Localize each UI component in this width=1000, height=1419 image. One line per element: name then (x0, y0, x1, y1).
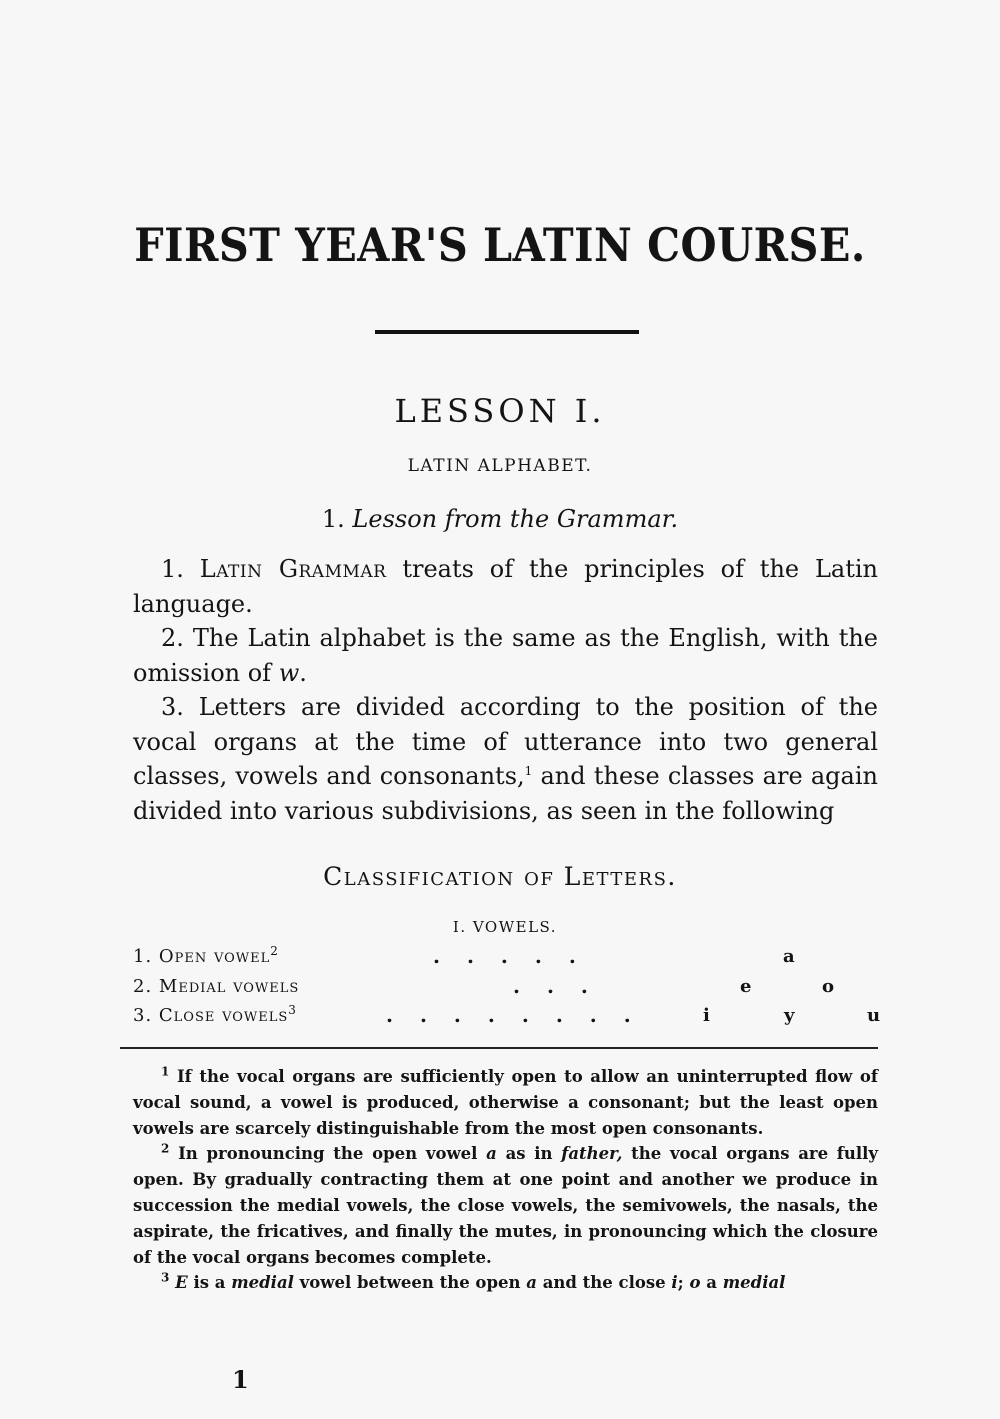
vowel-letter: i (703, 1005, 710, 1026)
footnote-italic: i (671, 1273, 678, 1293)
page-title: FIRST YEAR'S LATIN COURSE. (134, 218, 866, 272)
lesson-body (133, 552, 878, 828)
footnote-ref: 1 (524, 764, 533, 778)
footnote-1 (133, 1064, 878, 1141)
leader-dots: ... (513, 974, 615, 998)
footnote-mark: 1 (161, 1064, 170, 1079)
footnote-2 (133, 1141, 878, 1270)
footnote-italic: father, (561, 1144, 623, 1164)
vowel-row-label: 2. Medial vowels (133, 976, 300, 997)
footnotes (133, 1064, 878, 1296)
footnote-italic: medial (722, 1273, 786, 1293)
footnote-divider (120, 1047, 878, 1049)
paragraph-number: 2. (161, 624, 184, 652)
vowel-row-open (133, 946, 878, 976)
paragraph-number: 1. (161, 555, 184, 583)
footnote-italic: a (526, 1273, 537, 1293)
letter-w: w (278, 658, 300, 687)
paragraph-1 (133, 552, 878, 621)
paragraph-text: treats of the principles of the Latin language. (133, 555, 878, 618)
vowel-letter: e (740, 976, 752, 997)
lesson-heading: LESSON I. (394, 392, 606, 430)
footnote-text: and the close (542, 1273, 666, 1293)
footnote-text: vowel between the open (299, 1273, 521, 1293)
footnote-text: the vocal organs are fully open. By gradually contracting them at one point and another we produce in succession the medial vowels, the close vowels, the semivowels, the nasals, the aspirate, the fricatives, and finally the mutes, in pronouncing which the closure of the vocal organs becomes complete. (133, 1144, 879, 1267)
footnote-text: a (706, 1273, 717, 1293)
footnote-ref: 3 (288, 1003, 297, 1017)
vowel-row-label (133, 1005, 297, 1026)
footnote-italic: medial (231, 1273, 294, 1293)
section-title: Lesson from the Grammar. (352, 505, 679, 533)
paragraph-number: 3. (161, 693, 184, 721)
vowels-heading: I. VOWELS. (452, 918, 558, 936)
vowel-row-close (133, 1003, 881, 1035)
footnote-mark: 3 (161, 1270, 170, 1285)
vowel-letter: u (867, 1005, 881, 1026)
lesson-subtitle: LATIN ALPHABET. (407, 456, 593, 476)
classification-heading: Classification of Letters. (323, 862, 677, 891)
footnote-italic: o (689, 1273, 701, 1293)
paragraph-2 (133, 621, 878, 690)
footnote-text: In pronouncing the open vowel (178, 1144, 478, 1164)
footnote-3 (133, 1270, 878, 1296)
footnote-text: is a (193, 1273, 226, 1293)
footnote-text: as in (505, 1144, 553, 1164)
footnote-text: If the vocal organs are sufficiently open to allow an uninterrupted flow of vocal sound, a vowel is produced, otherwise a consonant; but the least open vowels are scarcely distinguishable from the most open consonants. (133, 1067, 878, 1138)
vowel-letter: y (784, 1005, 795, 1026)
label-text: 3. Close vowels (133, 1005, 289, 1026)
paragraph-text: and these classes are again divided into various subdivisions, as seen in the following (133, 762, 878, 825)
paragraph-text: The Latin alphabet is the same as the English, with the omission of (133, 624, 878, 687)
vowel-letter: o (822, 976, 835, 997)
footnote-ref: 2 (270, 944, 279, 958)
paragraph-3 (133, 690, 878, 828)
page-number: 1 (232, 1365, 249, 1394)
paragraph-term: Latin Grammar (199, 555, 387, 583)
footnote-italic: a (486, 1144, 497, 1164)
vowel-letter: a (783, 946, 795, 967)
section-number: 1. (321, 505, 345, 533)
vowel-row-label (133, 946, 279, 967)
footnote-mark: 2 (161, 1141, 170, 1156)
vowel-row-medial (133, 976, 878, 1006)
paragraph-end: . (299, 658, 307, 687)
leader-dots: ..... (433, 944, 603, 968)
label-text: 1. Open vowel (133, 946, 271, 967)
footnote-text: ; (677, 1273, 684, 1293)
paragraph-text: Letters are divided according to the position of the vocal organs at the time of utterance into two general classes, vowels and consonants, (133, 693, 878, 790)
leader-dots: ........ (386, 1003, 658, 1027)
section-heading (0, 505, 1000, 533)
title-rule (375, 330, 639, 334)
footnote-italic: E (175, 1273, 188, 1293)
